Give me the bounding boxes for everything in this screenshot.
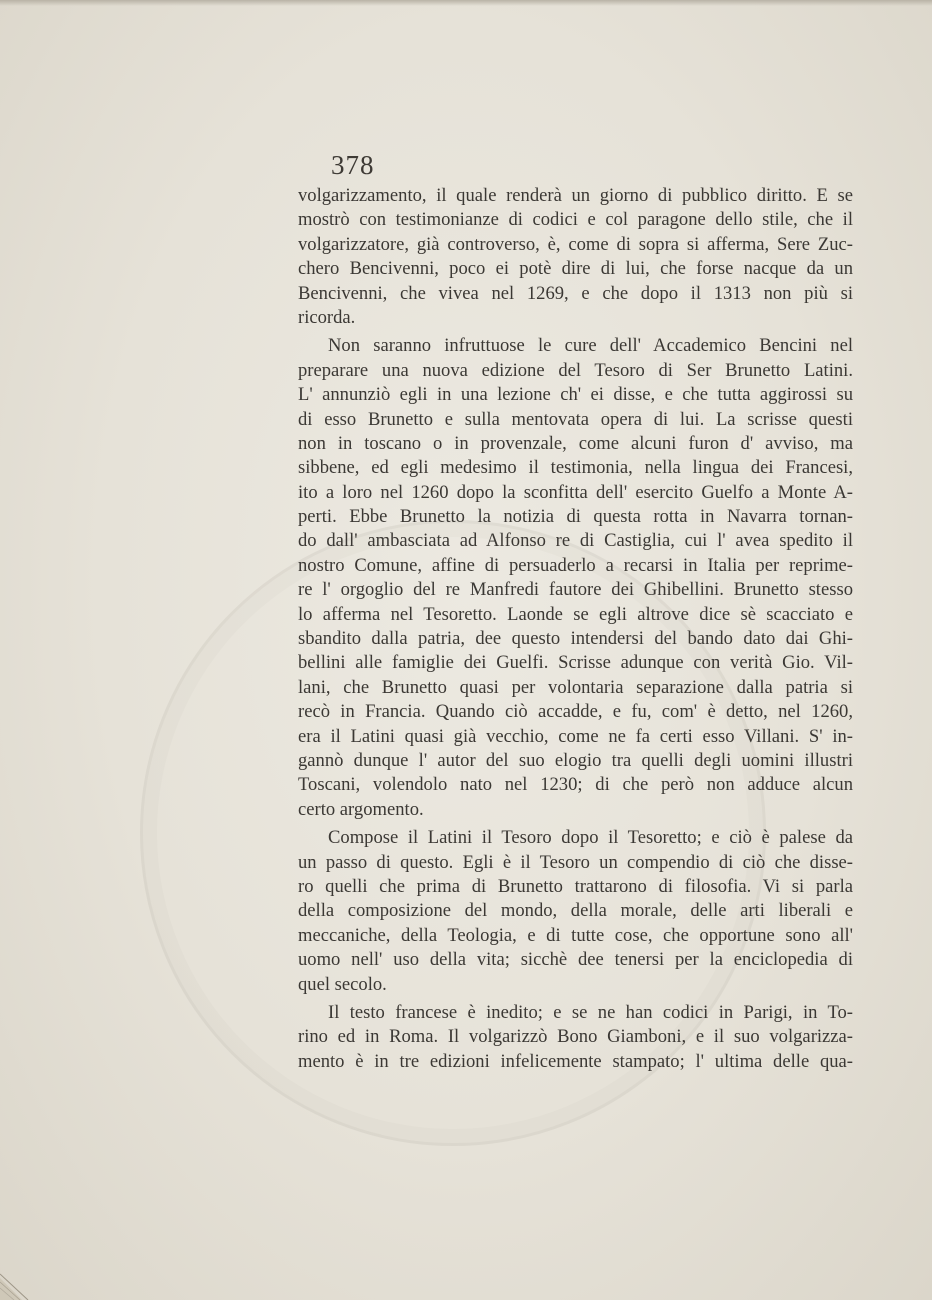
text-line: un passo di questo. Egli è il Tesoro un compendio di ciò che disse- (298, 851, 853, 873)
text-line: Non saranno infruttuose le cure dell' Accademico Bencini nel (328, 335, 853, 357)
text-line: mento è in tre edizioni infelicemente stampato; l' ultima delle qua- (298, 1050, 853, 1072)
text-line: lani, che Brunetto quasi per volontaria separazione dalla patria si (298, 676, 853, 698)
text-line: preparare una nuova edizione del Tesoro di Ser Brunetto Latini. (298, 359, 853, 381)
text-line: sibbene, ed egli medesimo il testimonia, nella lingua dei Francesi, (298, 457, 853, 479)
text-line: certo argomento. (298, 798, 424, 820)
text-line: Compose il Latini il Tesoro dopo il Tesoretto; e ciò è palese da (328, 827, 853, 849)
text-line: do dall' ambasciata ad Alfonso re di Castiglia, cui l' avea spedito il (298, 530, 853, 552)
text-line: ricorda. (298, 306, 356, 328)
paragraph (298, 334, 853, 822)
text-line: L' annunziò egli in una lezione ch' ei disse, e che tutta aggirossi su (298, 384, 853, 406)
page-number: 378 (331, 150, 375, 180)
page-top-edge (0, 0, 932, 6)
text-line: mostrò con testimonianze di codici e col paragone dello stile, che il (298, 209, 853, 231)
text-line: volgarizzatore, già controverso, è, come di sopra si afferma, Sere Zuc- (298, 233, 853, 255)
text-line: perti. Ebbe Brunetto la notizia di questa rotta in Navarra tornan- (298, 506, 853, 528)
text-line: era il Latini quasi già vecchio, come ne fa certi esso Villani. S' in- (298, 725, 853, 747)
paragraph (298, 826, 853, 997)
text-line: Bencivenni, che vivea nel 1269, e che dopo il 1313 non più si (298, 282, 853, 304)
text-line: rino ed in Roma. Il volgarizzò Bono Giamboni, e il suo volgarizza- (298, 1026, 853, 1048)
text-line: ito a loro nel 1260 dopo la sconfitta dell' esercito Guelfo a Monte A- (298, 481, 853, 503)
text-line: di esso Brunetto e sulla mentovata opera di lui. La scrisse questi (298, 408, 853, 430)
paragraph (298, 184, 853, 330)
text-line: bellini alle famiglie dei Guelfi. Scrisse adunque con verità Gio. Vil- (298, 652, 853, 674)
text-line: re l' orgoglio del re Manfredi fautore dei Ghibellini. Brunetto stesso (298, 579, 853, 601)
body-text (298, 184, 853, 1074)
text-line: uomo nell' uso della vita; sicchè dee tenersi per la enciclopedia di (298, 949, 853, 971)
text-line: meccaniche, della Teologia, e di tutte cose, che opportune sono all' (298, 924, 853, 946)
text-line: non in toscano o in provenzale, come alcuni furon d' avviso, ma (298, 432, 853, 454)
text-line: chero Bencivenni, poco ei potè dire di lui, che forse nacque da un (298, 258, 853, 280)
text-line: lo afferma nel Tesoretto. Laonde se egli altrove dice sè scacciato e (298, 603, 853, 625)
text-line: sbandito dalla patria, dee questo intendersi del bando dato dai Ghi- (298, 628, 853, 650)
paragraph (298, 1001, 853, 1074)
text-line: Toscani, volendolo nato nel 1230; di che però non adduce alcun (298, 774, 853, 796)
text-line: ro quelli che prima di Brunetto trattarono di filosofia. Vi si parla (298, 875, 853, 897)
text-line: quel secolo. (298, 973, 387, 995)
torn-corner (0, 1260, 60, 1300)
text-line: recò in Francia. Quando ciò accadde, e fu, com' è detto, nel 1260, (298, 701, 853, 723)
text-line: nostro Comune, affine di persuaderlo a recarsi in Italia per reprime- (298, 554, 853, 576)
text-line: gannò dunque l' autor del suo elogio tra quelli degli uomini illustri (298, 749, 853, 771)
text-line: della composizione del mondo, della morale, delle arti liberali e (298, 900, 853, 922)
text-line: volgarizzamento, il quale renderà un giorno di pubblico diritto. E se (298, 185, 853, 206)
text-line: Il testo francese è inedito; e se ne han codici in Parigi, in To- (328, 1001, 853, 1023)
